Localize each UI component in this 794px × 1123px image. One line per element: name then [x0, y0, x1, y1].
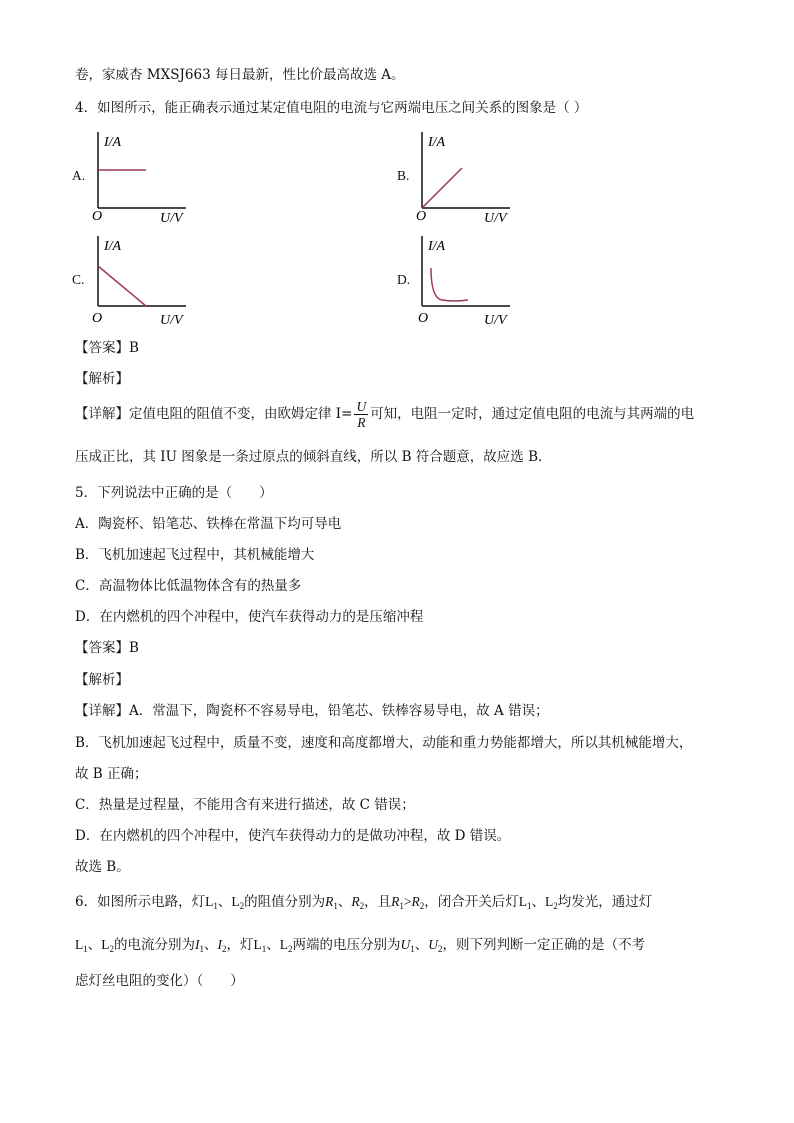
- question-4-stem: 4．如图所示，能正确表示通过某定值电阻的电流与它两端电压之间关系的图象是（ ）: [75, 100, 588, 116]
- curve: [98, 266, 146, 306]
- graph-option-a: [88, 128, 188, 224]
- origin-label: O: [92, 209, 103, 224]
- graph-option-b: [412, 128, 512, 224]
- option-c-label: C.: [72, 272, 85, 287]
- separator: 、: [531, 894, 545, 910]
- symbol-l2: $L_2$: [231, 894, 245, 911]
- q5-detail-2: B．飞机加速起飞过程中，质量不变，速度和高度都增大，动能和重力势能都增大，所以其机械能增大，: [75, 735, 693, 751]
- q5-option-b: B．飞机加速起飞过程中，其机械能增大: [75, 547, 315, 563]
- greater-than-sign: >: [403, 894, 412, 909]
- symbol-r2: $R_2$: [351, 894, 365, 911]
- y-axis-label: I/A: [104, 239, 122, 254]
- x-axis-label: U/V: [160, 211, 183, 224]
- q5-detail-1: 【详解】A．常温下，陶瓷杯不容易导电，铅笔芯、铁棒容易导电，故 A 错误；: [75, 703, 549, 719]
- q6-text: 均发光，通过灯: [557, 894, 653, 910]
- separator: 、: [217, 894, 232, 910]
- separator: 、: [87, 937, 102, 953]
- separator: 、: [266, 937, 280, 953]
- symbol-i1: $I_1$: [195, 937, 204, 954]
- option-d-label: D.: [397, 272, 411, 287]
- symbol-l2: $L_2$: [279, 937, 293, 954]
- question-5-stem: 5．下列说法中正确的是（ ）: [75, 485, 273, 501]
- q6-text: ，且: [364, 894, 392, 910]
- symbol-u2: $U_2$: [428, 937, 443, 954]
- origin-label: O: [92, 311, 103, 326]
- q4-analysis-heading: 【解析】: [75, 371, 129, 387]
- q4-answer: 【答案】B: [75, 340, 139, 356]
- q5-detail-3: 故 B 正确；: [75, 766, 148, 782]
- fraction-denominator: R: [357, 415, 366, 430]
- q6-text: 的电流分别为: [114, 937, 195, 953]
- separator: 、: [204, 937, 218, 953]
- symbol-r1: $R_1$: [391, 894, 404, 911]
- q6-text: 6．如图所示电路，灯: [75, 894, 206, 910]
- q5-option-d: D．在内燃机的四个冲程中，使汽车获得动力的是压缩冲程: [75, 609, 424, 625]
- symbol-l1: $L_1$: [205, 894, 218, 911]
- text-line: 卷，家威杏 MXSJ663 每日最新，性比价最高故选 A。: [75, 67, 405, 83]
- q4-detail-line-2: 压成正比，其 IU 图象是一条过原点的倾斜直线，所以 B 符合题意，故应选 B．: [75, 449, 552, 465]
- fraction-numerator: U: [356, 399, 367, 414]
- symbol-l2: $L_2$: [544, 894, 558, 911]
- curve: [422, 168, 462, 208]
- q5-option-a: A．陶瓷杯、铅笔芯、铁棒在常温下均可导电: [75, 516, 342, 532]
- question-6-line-3: 虑灯丝电阻的变化）（ ）: [75, 973, 244, 989]
- origin-label: O: [416, 209, 427, 224]
- origin-label: O: [418, 311, 429, 326]
- x-axis-label: U/V: [484, 313, 507, 328]
- y-axis-label: I/A: [104, 135, 122, 150]
- symbol-u1: $U_1$: [400, 937, 415, 954]
- q5-answer: 【答案】B: [75, 640, 139, 656]
- symbol-i2: $I_2$: [217, 937, 227, 954]
- q5-detail-4: C．热量是过程量，不能用含有来进行描述，故 C 错误；: [75, 797, 415, 813]
- q6-text: 两端的电压分别为: [292, 937, 401, 953]
- q5-analysis-heading: 【解析】: [75, 672, 129, 688]
- symbol-l1: $L_1$: [518, 894, 532, 911]
- question-6-line-2: [75, 936, 645, 958]
- question-6-line-1: [75, 893, 652, 915]
- option-b-label: B.: [397, 168, 410, 183]
- ohm-law-fraction: [354, 399, 368, 430]
- graph-option-c: [88, 232, 188, 328]
- separator: 、: [414, 937, 429, 953]
- q4-detail-line-1: [75, 397, 694, 431]
- q5-conclusion: 故选 B。: [75, 859, 130, 875]
- q4-detail-text-b: 可知，电阻一定时，通过定值电阻的电流与其两端的电: [370, 406, 695, 422]
- curve: [431, 268, 468, 301]
- q5-detail-5: D．在内燃机的四个冲程中，使汽车获得动力的是做功冲程，故 D 错误。: [75, 828, 511, 844]
- q5-option-c: C．高温物体比低温物体含有的热量多: [75, 578, 302, 594]
- option-a-label: A.: [72, 168, 86, 183]
- x-axis-label: U/V: [484, 211, 507, 224]
- symbol-l2: $L_2$: [101, 937, 114, 954]
- q6-text: ，闭合开关后灯: [424, 894, 519, 910]
- symbol-r2: $R_2$: [411, 894, 425, 911]
- separator: 、: [337, 894, 352, 910]
- q6-text: ，灯: [226, 937, 254, 953]
- symbol-l1: $L_1$: [75, 937, 88, 954]
- symbol-r1: $R_1$: [325, 894, 338, 911]
- graph-option-d: [412, 232, 512, 328]
- q6-text: ，则下列判断一定正确的是（不考: [442, 937, 645, 953]
- symbol-l1: $L_1$: [253, 937, 267, 954]
- x-axis-label: U/V: [160, 313, 183, 328]
- y-axis-label: I/A: [428, 135, 446, 150]
- q4-detail-text-a: 【详解】定值电阻的阻值不变，由欧姆定律 I=: [75, 406, 353, 422]
- q6-text: 的阻值分别为: [244, 894, 326, 910]
- y-axis-label: I/A: [428, 239, 446, 254]
